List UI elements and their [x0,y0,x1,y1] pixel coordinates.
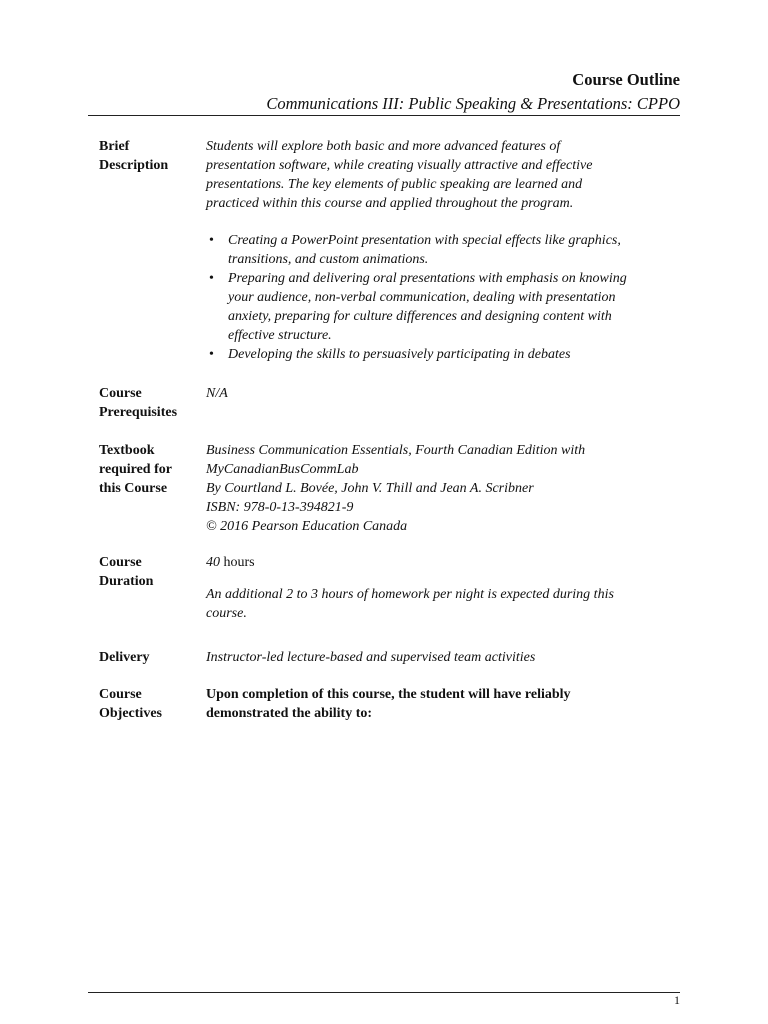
footer-divider [88,992,680,993]
duration-body [206,553,664,623]
objectives-intro: Upon completion of this course, the student will have reliably demonstrated the ability to: [206,687,571,721]
textbook-authors: By Courtland L. Bovée, John V. Thill and Jean A. Scribner [206,481,534,496]
bullet-icon: • [209,233,214,248]
homework-note: An additional 2 to 3 hours of homework per night is expected during this course. [206,587,614,621]
list-item: • Preparing and delivering oral presentations with emphasis on knowing your audience, non-verbal communication, dealing with presentation anxiety, preparing for culture differences and designing content with effective structure. [209,271,627,343]
label-delivery: Delivery [99,650,150,665]
description-paragraph: Students will explore both basic and more advanced features of presentation software, while creating visually attractive and effective presentations. The key elements of public speaking are learned and practiced within this course and applied throughout the program. [206,139,593,211]
textbook-title-line: MyCanadianBusCommLab [206,462,359,477]
header-divider [88,115,680,116]
page-number: 1 [674,993,680,1007]
list-item: • Creating a PowerPoint presentation with special effects like graphics, transitions, and custom animations. [209,233,621,267]
label-course-duration: Course Duration [99,555,154,589]
label-course-objectives: Course Objectives [99,687,162,721]
textbook-copyright: © 2016 Pearson Education Canada [206,519,408,534]
description-bullet-list [206,231,664,364]
bullet-icon: • [209,347,214,362]
bullet-icon: • [209,271,214,286]
page-header [88,68,680,116]
course-subtitle: Communications III: Public Speaking & Presentations: CPPO [266,94,680,113]
prerequisites-value: N/A [206,386,228,401]
document-title: Course Outline [572,70,680,89]
brief-description-body [206,137,664,364]
textbook-isbn: ISBN: 978-0-13-394821-9 [206,500,354,515]
duration-hours: 40 hours [206,555,255,570]
textbook-title-line: Business Communication Essentials, Fourth Canadian Edition with [206,443,586,458]
textbook-details [206,441,664,536]
label-brief-description: Brief Description [99,139,169,173]
delivery-value: Instructor-led lecture-based and supervised team activities [206,650,536,665]
list-item: • Developing the skills to persuasively participating in debates [209,347,571,362]
label-textbook: Textbook required for this Course [99,443,172,496]
label-course-prerequisites: Course Prerequisites [99,386,178,420]
